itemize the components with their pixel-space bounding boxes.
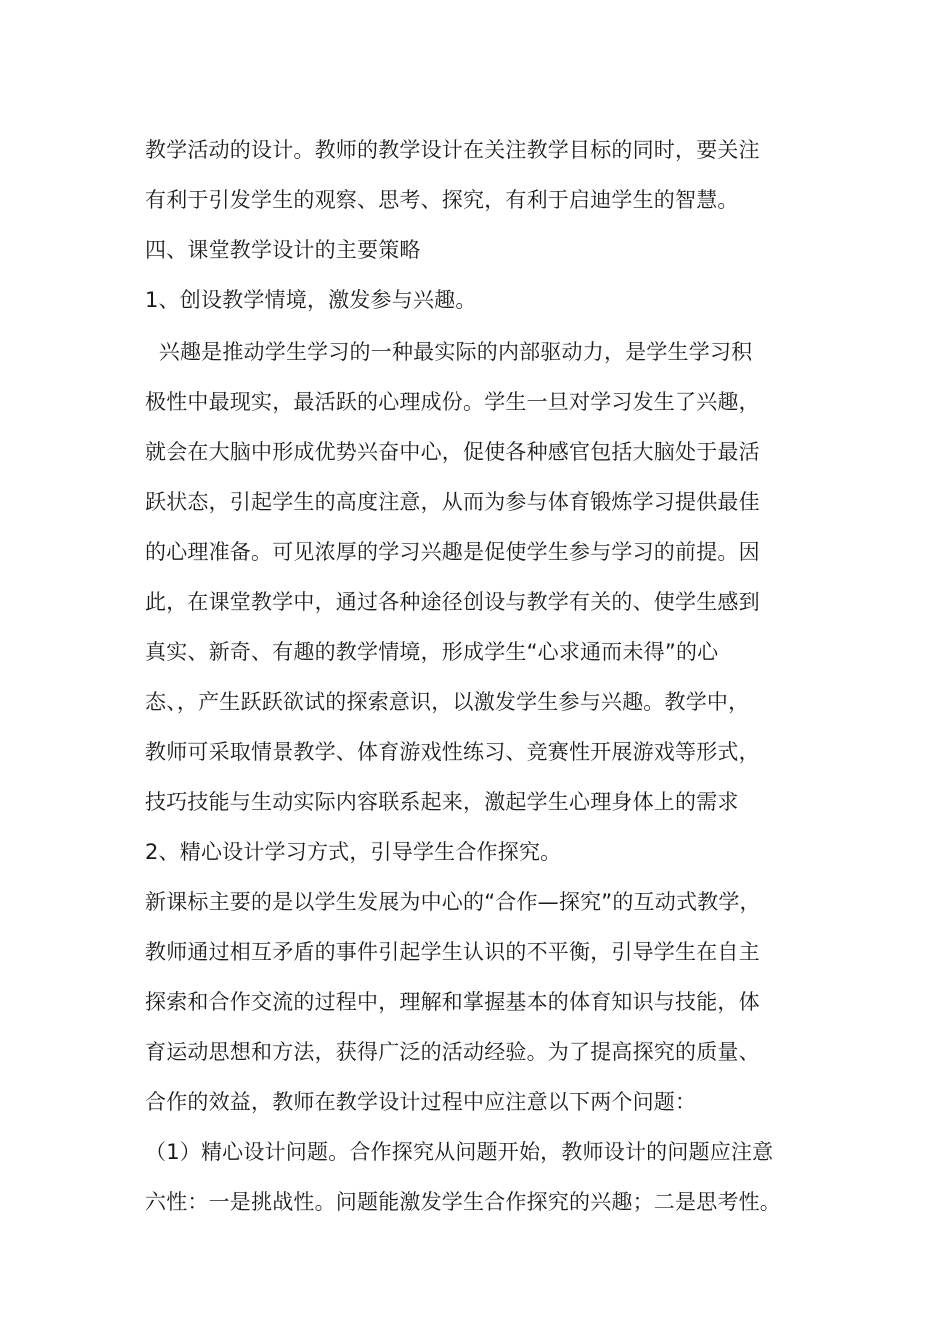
- text-line: 教师通过相互矛盾的事件引起学生认识的不平衡，引导学生在自主: [145, 940, 760, 964]
- text-line: （1）精心设计问题。合作探究从问题开始，教师设计的问题应注意: [145, 1140, 774, 1164]
- text-line: 合作的效益，教师在教学设计过程中应注意以下两个问题：: [145, 1090, 697, 1114]
- text-line: 新课标主要的是以学生发展为中心的“合作—探究”的互动式教学，: [145, 890, 761, 914]
- subsection-heading: 2、精心设计学习方式，引导学生合作探究。: [145, 840, 562, 864]
- text-line: 此，在课堂教学中，通过各种途径创设与教学有关的、使学生感到: [145, 590, 760, 614]
- text-line: 有利于引发学生的观察、思考、探究，有利于启迪学生的智慧。: [145, 188, 739, 212]
- text-line: 六性：一是挑战性。问题能激发学生合作探究的兴趣；二是思考性。: [145, 1190, 781, 1214]
- text-line: 技巧技能与生动实际内容联系起来，激起学生心理身体上的需求: [145, 790, 739, 814]
- section-heading: 四、课堂教学设计的主要策略: [145, 238, 421, 262]
- text-line: 真实、新奇、有趣的教学情境，形成学生“心求通而未得”的心: [145, 640, 719, 664]
- text-line: 就会在大脑中形成优势兴奋中心，促使各种感官包括大脑处于最活: [145, 440, 760, 464]
- text-line: 态、，产生跃跃欲试的探索意识，以激发学生参与兴趣。教学中，: [145, 690, 750, 714]
- text-line: 兴趣是推动学生学习的一种最实际的内部驱动力，是学生学习积: [145, 340, 753, 364]
- text-line: 跃状态，引起学生的高度注意，从而为参与体育锻炼学习提供最佳: [145, 490, 760, 514]
- text-line: 教师可采取情景教学、体育游戏性练习、竞赛性开展游戏等形式，: [145, 740, 760, 764]
- text-line: 极性中最现实，最活跃的心理成份。学生一旦对学习发生了兴趣，: [145, 390, 760, 414]
- subsection-heading: 1、创设教学情境，激发参与兴趣。: [145, 288, 477, 312]
- text-line: 育运动思想和方法，获得广泛的活动经验。为了提高探究的质量、: [145, 1040, 760, 1064]
- text-line: 探索和合作交流的过程中，理解和掌握基本的体育知识与技能，体: [145, 990, 760, 1014]
- text-line: 教学活动的设计。教师的教学设计在关注教学目标的同时，要关注: [145, 138, 760, 162]
- text-line: 的心理准备。可见浓厚的学习兴趣是促使学生参与学习的前提。因: [145, 540, 760, 564]
